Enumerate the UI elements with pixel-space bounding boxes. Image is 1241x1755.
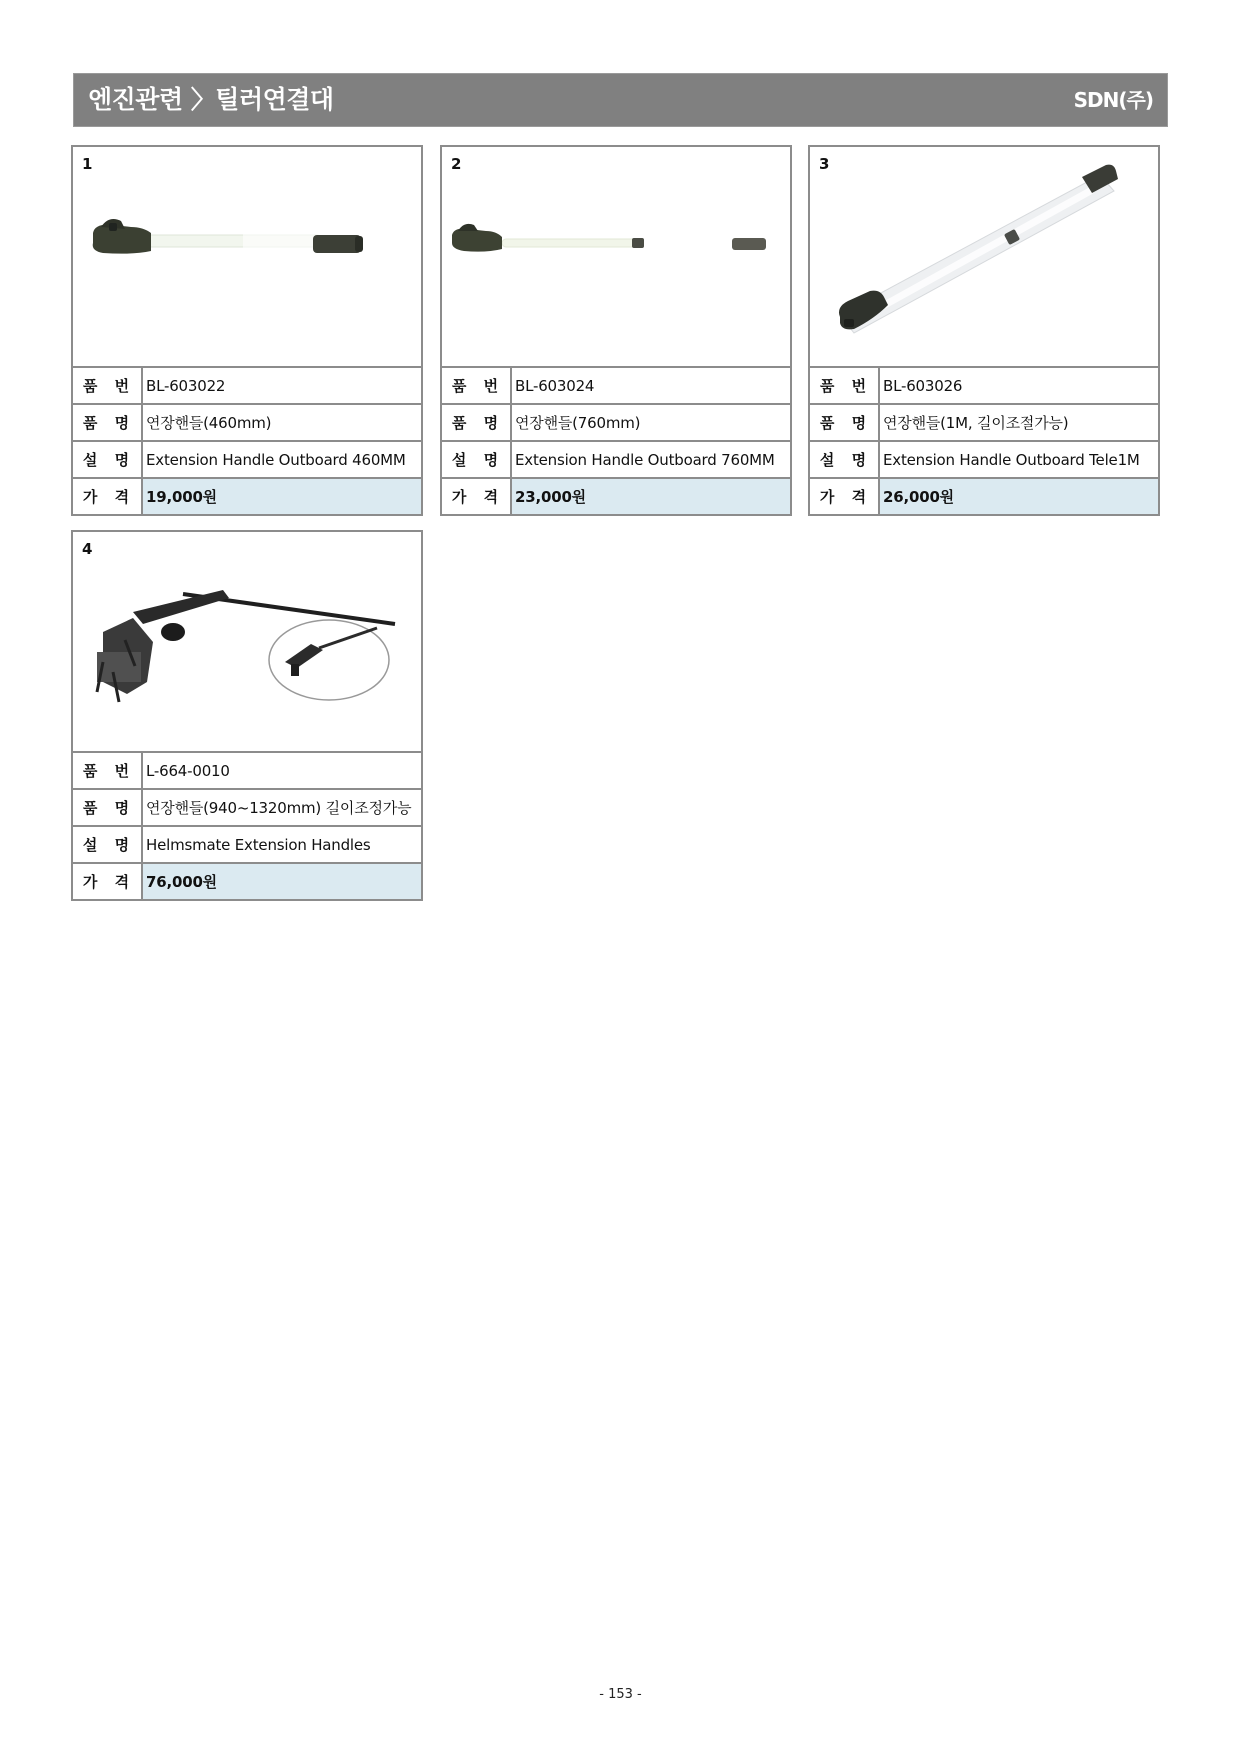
product-image-2 xyxy=(442,147,790,366)
price-label: 가 격 xyxy=(442,478,511,514)
company-name: SDN(주) xyxy=(1073,88,1153,112)
part-no-label: 품 번 xyxy=(73,752,142,789)
desc-value: Helmsmate Extension Handles xyxy=(142,826,421,863)
price-value: 19,000원 xyxy=(142,478,421,514)
page-header xyxy=(73,73,1168,127)
name-label: 품 명 xyxy=(810,404,879,441)
part-no-value: BL-603022 xyxy=(142,367,421,404)
page-title: 엔진관련 〉틸러연결대 xyxy=(88,85,334,114)
desc-value: Extension Handle Outboard Tele1M xyxy=(879,441,1158,478)
part-no-label: 품 번 xyxy=(810,367,879,404)
name-value: 연장핸들(940~1320mm) 길이조정가능 xyxy=(142,789,421,826)
product-card-2 xyxy=(440,145,792,516)
price-value: 23,000원 xyxy=(511,478,790,514)
product-spec-table xyxy=(810,366,1158,514)
product-number: 2 xyxy=(451,155,462,173)
product-image-4 xyxy=(73,532,421,751)
extension-handle-760mm-image xyxy=(442,147,790,366)
price-label: 가 격 xyxy=(73,863,142,899)
desc-label: 설 명 xyxy=(810,441,879,478)
product-card-4 xyxy=(71,530,423,901)
name-value: 연장핸들(460mm) xyxy=(142,404,421,441)
price-label: 가 격 xyxy=(73,478,142,514)
part-no-value: BL-603026 xyxy=(879,367,1158,404)
price-label: 가 격 xyxy=(810,478,879,514)
part-no-label: 품 번 xyxy=(442,367,511,404)
product-card-1 xyxy=(71,145,423,516)
product-image-3 xyxy=(810,147,1158,366)
product-image-1 xyxy=(73,147,421,366)
name-label: 품 명 xyxy=(73,789,142,826)
part-no-value: L-664-0010 xyxy=(142,752,421,789)
desc-value: Extension Handle Outboard 460MM xyxy=(142,441,421,478)
name-value: 연장핸들(1M, 길이조절가능) xyxy=(879,404,1158,441)
product-number: 1 xyxy=(82,155,93,173)
price-value: 76,000원 xyxy=(142,863,421,899)
product-number: 4 xyxy=(82,540,93,558)
part-no-value: BL-603024 xyxy=(511,367,790,404)
extension-handle-460mm-image xyxy=(73,147,421,366)
telescopic-handle-1m-image xyxy=(810,147,1158,366)
desc-label: 설 명 xyxy=(442,441,511,478)
name-label: 품 명 xyxy=(442,404,511,441)
product-card-3 xyxy=(808,145,1160,516)
name-value: 연장핸들(760mm) xyxy=(511,404,790,441)
page-number: - 153 - xyxy=(599,1687,642,1702)
product-spec-table xyxy=(73,366,421,514)
name-label: 품 명 xyxy=(73,404,142,441)
product-number: 3 xyxy=(819,155,830,173)
product-spec-table xyxy=(73,751,421,899)
helmsmate-extension-handle-image xyxy=(73,532,421,751)
desc-value: Extension Handle Outboard 760MM xyxy=(511,441,790,478)
desc-label: 설 명 xyxy=(73,441,142,478)
part-no-label: 품 번 xyxy=(73,367,142,404)
product-spec-table xyxy=(442,366,790,514)
price-value: 26,000원 xyxy=(879,478,1158,514)
desc-label: 설 명 xyxy=(73,826,142,863)
